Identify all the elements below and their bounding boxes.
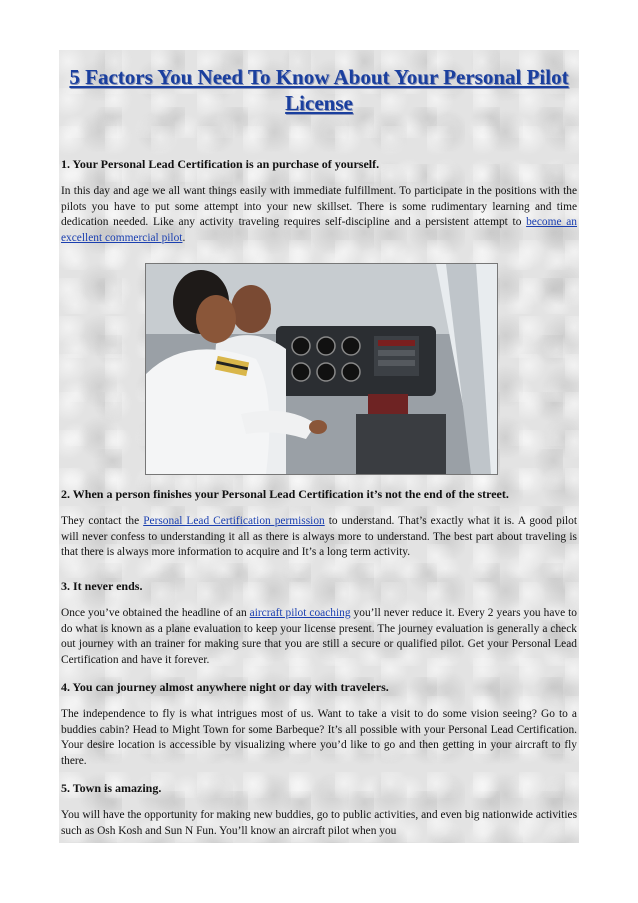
- document-page: [59, 50, 579, 843]
- section-heading: 5. Town is amazing.: [61, 781, 162, 795]
- section-paragraph: [59, 514, 579, 561]
- paragraph-text: to understand. That’s exactly what it is. A good pilot will never confess to understanding it all as there is always more to understand. The best part about traveling is that there is always more information to acquire and It’s a long term activity.: [61, 515, 578, 559]
- certification-permission-link[interactable]: Personal Lead Certification permission: [143, 515, 325, 527]
- section-paragraph: You will have the opportunity for making new buddies, go to public activities, and even big nationwide activities such as Osh Kosh and Sun N Fun. You’ll know an aircraft pilot when you: [61, 809, 577, 837]
- section-paragraph: The independence to fly is what intrigues most of us. Want to take a visit to do some vision seeing? Go to a buddies cabin? Head to Might Town for some Barbeque? It’s all possible with your Personal Lead Certification. Your desire location is accessible by visualizing where you’d like to go and then getting in your aircraft to fly there.: [61, 708, 577, 767]
- paragraph-text: In this day and age we all want things easily with immediate fulfillment. To participate in the positions with the pilots you have to put some attempt into your new skillset. There is some rudimentary learning and time dedication needed. Like any activity traveling requires self-discipline and a persistent attempt to: [61, 185, 577, 229]
- section-heading: 1. Your Personal Lead Certification is an purchase of yourself.: [61, 157, 380, 171]
- page-title: 5 Factors You Need To Know About Your Personal Pilot License: [69, 65, 569, 115]
- paragraph-text: .: [182, 231, 186, 244]
- section-5: [59, 781, 579, 839]
- section-paragraph: [59, 606, 579, 668]
- section-heading: 3. It never ends.: [61, 579, 143, 593]
- section-paragraph: [59, 184, 579, 246]
- paragraph-text: you’ll never reduce it. Every 2 years you have to do what is known as a plane evaluation to keep your license present. The journey evaluation is generally a check out journey with an trainer for making sure that you are still a secure or qualified pilot. Get your Personal Lead Certification and have it forever.: [61, 607, 577, 666]
- section-1: [59, 157, 579, 246]
- pilots-in-cockpit-image: [146, 264, 497, 474]
- section-4: [59, 680, 579, 769]
- paragraph-text: They contact the: [61, 515, 144, 527]
- paragraph-text: Once you’ve obtained the headline of an: [61, 607, 250, 619]
- section-heading: 4. You can journey almost anywhere night or day with travelers.: [61, 680, 389, 694]
- section-heading: 2. When a person finishes your Personal Lead Certification it’s not the end of the street.: [61, 487, 509, 501]
- pilot-coaching-link[interactable]: aircraft pilot coaching: [249, 607, 351, 619]
- section-2: [59, 487, 579, 561]
- cockpit-photo: [145, 263, 498, 475]
- commercial-pilot-link[interactable]: become an excellent commercial pilot: [61, 216, 577, 244]
- section-3: [59, 579, 579, 668]
